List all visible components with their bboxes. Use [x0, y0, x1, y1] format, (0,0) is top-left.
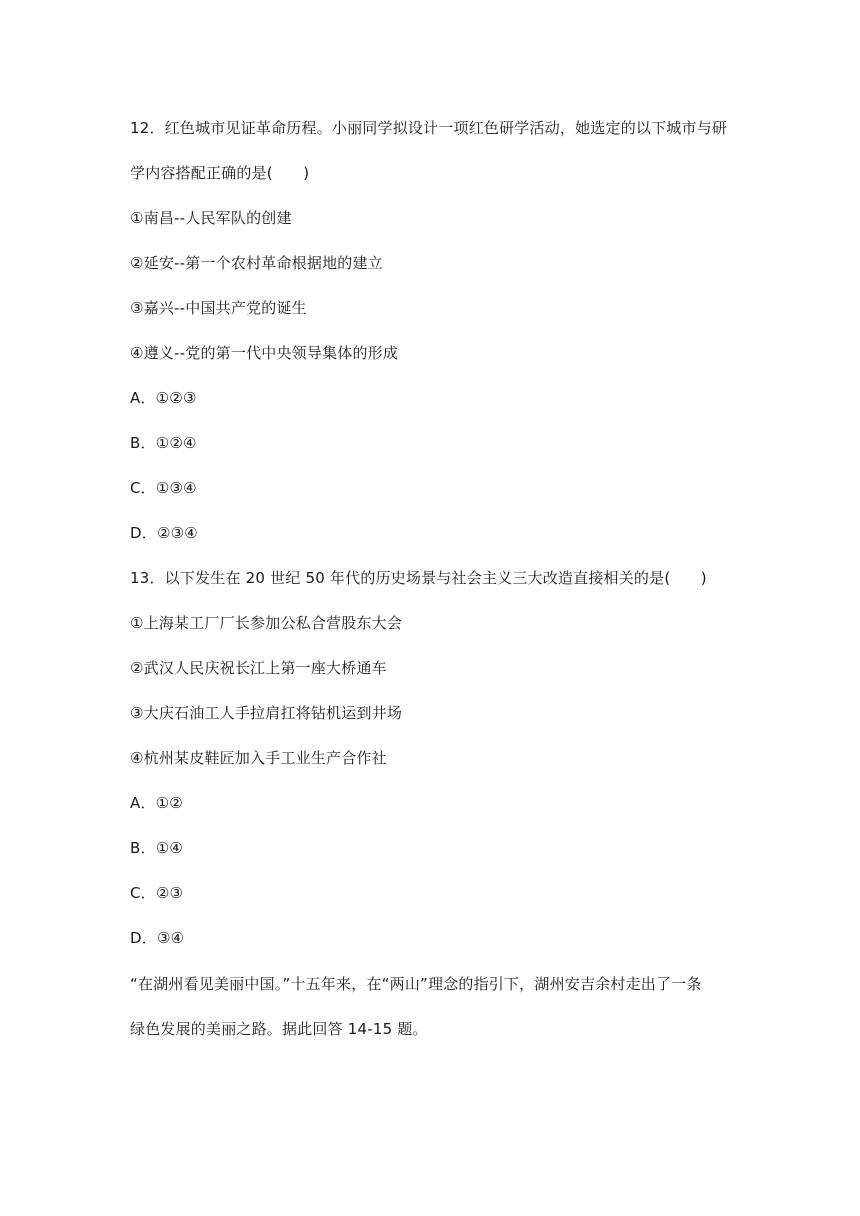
q12-option-a: A．①②③	[130, 389, 197, 407]
q12-statement-1: ①南昌--人民军队的创建	[130, 209, 292, 227]
q13-statement-4: ④杭州某皮鞋匠加入手工业生产合作社	[130, 749, 387, 767]
q12-statement-2: ②延安--第一个农村革命根据地的建立	[130, 254, 383, 272]
q12-option-c: C．①③④	[130, 479, 197, 497]
q13-option-d: D．③④	[130, 929, 185, 947]
passage-line2: 绿色发展的美丽之路。据此回答 14-15 题。	[130, 1020, 428, 1038]
q12-stem-line1: 12．红色城市见证革命历程。小丽同学拟设计一项红色研学活动，她选定的以下城市与研	[130, 119, 728, 137]
q13-option-a: A．①②	[130, 794, 183, 812]
q13-statement-3: ③大庆石油工人手拉肩扛将钻机运到井场	[130, 704, 403, 722]
q12-statement-3: ③嘉兴--中国共产党的诞生	[130, 299, 307, 317]
q12-statement-4: ④遵义--党的第一代中央领导集体的形成	[130, 344, 399, 362]
q13-statement-1: ①上海某工厂厂长参加公私合营股东大会	[130, 614, 403, 632]
q12-option-d: D．②③④	[130, 524, 198, 542]
q13-option-b: B．①④	[130, 839, 183, 857]
q12-stem-line2: 学内容搭配正确的是( )	[130, 164, 310, 182]
q13-option-c: C．②③	[130, 884, 184, 902]
q12-option-b: B．①②④	[130, 434, 197, 452]
q13-statement-2: ②武汉人民庆祝长江上第一座大桥通车	[130, 659, 387, 677]
q13-stem: 13．以下发生在 20 世纪 50 年代的历史场景与社会主义三大改造直接相关的是( )	[130, 569, 707, 587]
passage-line1: “在湖州看见美丽中国。”十五年来，在“两山”理念的指引下，湖州安吉余村走出了一条	[130, 975, 702, 993]
